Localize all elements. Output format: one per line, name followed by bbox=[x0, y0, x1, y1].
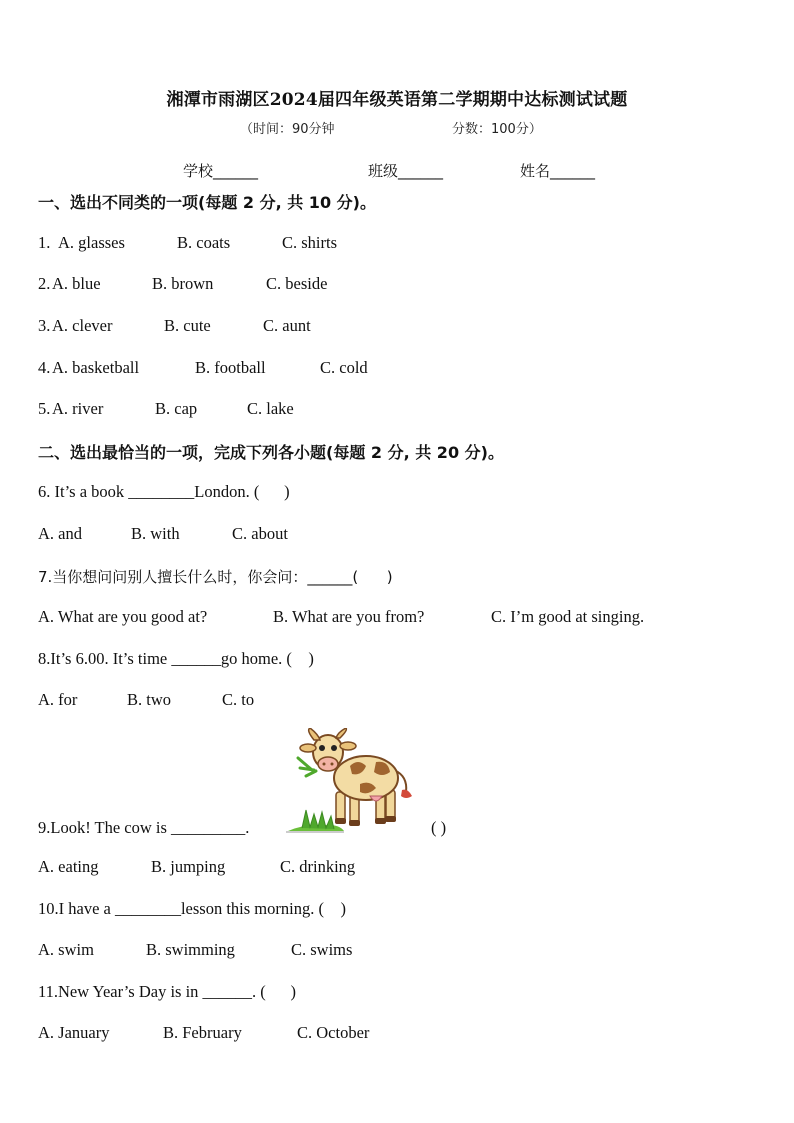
page-title: 湘潭市雨湖区2024届四年级英语第二学期期中达标测试试题 bbox=[166, 90, 628, 110]
q8-stem: 8.It’s 6.00. It’s time ______go home. ( ) bbox=[38, 649, 314, 668]
q3-option-a: A. clever bbox=[52, 316, 113, 335]
name-field: 姓名______ bbox=[520, 162, 596, 180]
q3-option-b: B. cute bbox=[164, 316, 211, 335]
q5-option-c: C. lake bbox=[247, 399, 294, 418]
q8-option-c: C. to bbox=[222, 690, 255, 709]
q8-option-a: A. for bbox=[38, 690, 78, 709]
q5-option-a: A. river bbox=[52, 399, 104, 418]
q4-option-a: A. basketball bbox=[52, 358, 140, 377]
q11-option-a: A. January bbox=[38, 1023, 110, 1042]
section2-heading: 二、选出最恰当的一项，完成下列各小题(每题 2 分, 共 20 分)。 bbox=[38, 443, 504, 462]
q1-option-b: B. coats bbox=[177, 233, 231, 252]
section1-heading: 一、选出不同类的一项(每题 2 分, 共 10 分)。 bbox=[38, 193, 376, 212]
q4-option-c: C. cold bbox=[320, 358, 368, 377]
q11-stem: 11.New Year’s Day is in ______. ( ) bbox=[38, 982, 297, 1001]
q7-stem: 7.当你想问问别人擅长什么时，你会问：______( ) bbox=[38, 568, 393, 586]
q5-option-b: B. cap bbox=[155, 399, 198, 418]
q9-stem: 9.Look! The cow is _________. bbox=[38, 818, 250, 837]
exam-time: （时间：90分钟 bbox=[240, 122, 335, 137]
q4-option-b: B. football bbox=[195, 358, 266, 377]
q3-number: 3. bbox=[38, 316, 51, 335]
q7-option-c: C. I’m good at singing. bbox=[491, 607, 645, 626]
q10-option-a: A. swim bbox=[38, 940, 94, 959]
q5-number: 5. bbox=[38, 399, 51, 418]
q2-number: 2. bbox=[38, 274, 51, 293]
q6-option-b: B. with bbox=[131, 524, 180, 543]
q7-option-a: A. What are you good at? bbox=[38, 607, 208, 626]
q1-option-c: C. shirts bbox=[282, 233, 338, 252]
cow-eating-grass-image bbox=[284, 728, 424, 836]
q9-option-a: A. eating bbox=[38, 857, 99, 876]
q1-number: 1. bbox=[38, 233, 55, 252]
q11-option-b: B. February bbox=[163, 1023, 242, 1042]
q4-number: 4. bbox=[38, 358, 51, 377]
q11-option-c: C. October bbox=[297, 1023, 370, 1042]
q8-option-b: B. two bbox=[127, 690, 172, 709]
q6-stem: 6. It’s a book ________London. ( ) bbox=[38, 482, 290, 501]
q10-stem: 10.I have a ________lesson this morning. ( ) bbox=[38, 899, 346, 918]
school-field: 学校______ bbox=[183, 162, 259, 180]
q2-option-b: B. brown bbox=[152, 274, 214, 293]
q6-option-a: A. and bbox=[38, 524, 82, 543]
q2-option-a: A. blue bbox=[52, 274, 101, 293]
q9-answer-paren: ( ) bbox=[431, 818, 447, 837]
class-field: 班级______ bbox=[368, 162, 444, 180]
q3-option-c: C. aunt bbox=[263, 316, 311, 335]
exam-score: 分数：100分） bbox=[452, 122, 542, 137]
q9-option-b: B. jumping bbox=[151, 857, 226, 876]
q2-option-c: C. beside bbox=[266, 274, 328, 293]
q6-option-c: C. about bbox=[232, 524, 288, 543]
q10-option-b: B. swimming bbox=[146, 940, 235, 959]
q9-option-c: C. drinking bbox=[280, 857, 356, 876]
q1-option-a: A. glasses bbox=[58, 233, 125, 252]
q7-option-b: B. What are you from? bbox=[273, 607, 425, 626]
q10-option-c: C. swims bbox=[291, 940, 353, 959]
